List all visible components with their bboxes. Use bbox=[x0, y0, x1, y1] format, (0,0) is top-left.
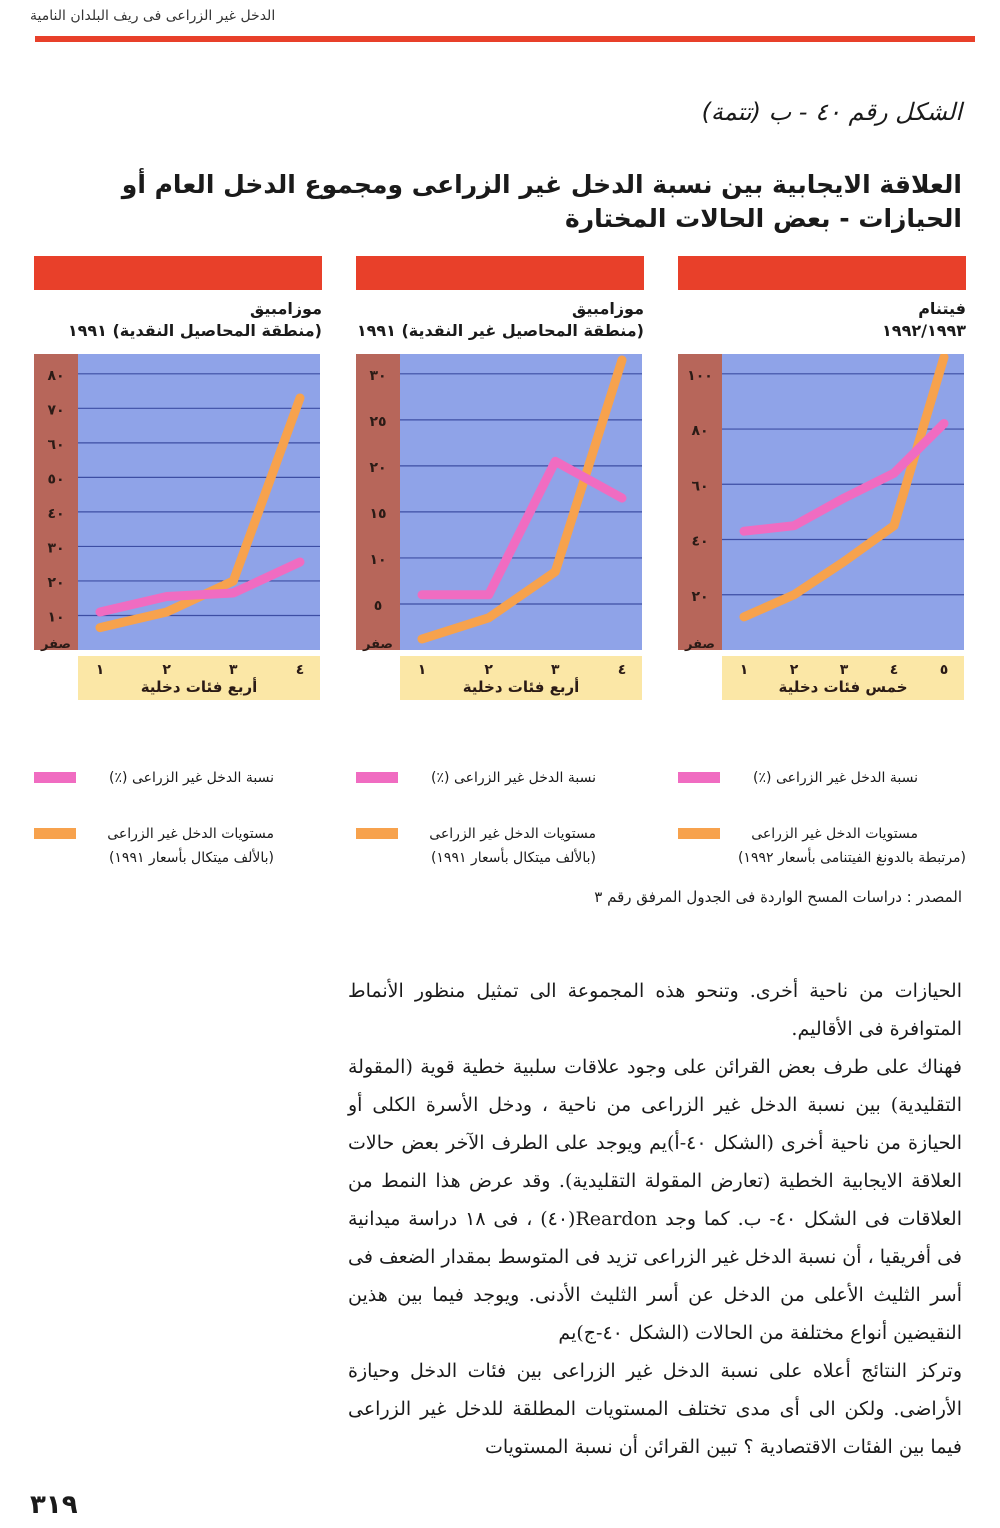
legend-share-label: نسبة الدخل غير الزراعى (٪) bbox=[753, 770, 918, 786]
y-tick-label: ٢٠ bbox=[47, 574, 65, 591]
panel-title: فيتنام bbox=[918, 299, 966, 318]
paragraph: فهناك على طرف بعض القرائن على وجود علاقات سلبية خطية قوية (المقولة التقليدية) بين نسبة الدخل غير الزراعى من ناحية ، ودخل الأسرة الكلى أو الحيازة من ناحية أخرى (الشكل ٤٠-أ)يم ويوجد على الطرف الآخر بعض حالات العلاقة الايجابية الخطية (تعارض المقولة التقليدية). وقد عرض هذا النمط من العلاقات فى الشكل ٤٠- ب. كما وجد Reardon(٤٠) ، فى ١٨ دراسة ميدانية فى أفريقيا ، أن نسبة الدخل غير الزراعى تزيد فى المتوسط بمقدار الضعف فى أسر الثليث الأعلى من الدخل عن أسر الثليث الأدنى. ويوجد فيما بين هذين النقيضين أنواع مختلفة من الحالات (الشكل ٤٠-ج)يم bbox=[348, 1056, 963, 1344]
y-tick-label: ٨٠ bbox=[691, 423, 709, 440]
legend-share bbox=[356, 766, 644, 826]
legend-level-unit: (بالألف ميتكال بأسعار ١٩٩١) bbox=[430, 850, 596, 866]
y-tick-label: ١٠ bbox=[369, 551, 387, 568]
y-tick-label: ١٠٠ bbox=[687, 367, 713, 384]
panel-title: موزامبيق bbox=[571, 299, 644, 318]
y-tick-label: ٧٠ bbox=[47, 402, 65, 419]
chart-vietnam bbox=[678, 354, 966, 700]
x-tick-label: ٣ bbox=[229, 662, 238, 678]
panel-header-bar bbox=[356, 256, 644, 290]
y-tick-label: ٤٠ bbox=[691, 533, 709, 550]
y-tick-label: ١٥ bbox=[369, 505, 387, 522]
x-tick-label: ١ bbox=[95, 662, 105, 678]
panel-title: موزامبيق bbox=[249, 299, 322, 318]
y-tick-label: ٢٠ bbox=[691, 588, 709, 605]
y-zero-label: صفر bbox=[40, 637, 72, 652]
y-tick-label: ١٠ bbox=[47, 609, 65, 626]
legend-level bbox=[34, 822, 322, 882]
paragraph: الحيازات من ناحية أخرى. وتنحو هذه المجموعة الى تمثيل منظور الأنماط المتوافرة فى الأقاليم. bbox=[348, 980, 962, 1040]
y-tick-label: ٥ bbox=[373, 597, 383, 614]
figure-source: المصدر : دراسات المسح الواردة فى الجدول المرفق رقم ٣ bbox=[594, 888, 962, 906]
legend-swatch-pink bbox=[356, 772, 398, 783]
panel-header-bar bbox=[34, 256, 322, 290]
legend-share-label: نسبة الدخل غير الزراعى (٪) bbox=[109, 770, 274, 786]
y-zero-label: صفر bbox=[684, 637, 716, 652]
y-axis-strip bbox=[678, 354, 722, 650]
y-tick-label: ٢٥ bbox=[369, 413, 387, 430]
legend-swatch-orange bbox=[34, 828, 76, 839]
y-axis-strip bbox=[34, 354, 78, 650]
panel-heading bbox=[34, 298, 322, 342]
legend-swatch-orange bbox=[678, 828, 720, 839]
legend-level-label: مستويات الدخل غير الزراعى bbox=[751, 826, 918, 842]
legend-share-label: نسبة الدخل غير الزراعى (٪) bbox=[431, 770, 596, 786]
body-text bbox=[348, 972, 962, 1466]
x-tick-label: ٢ bbox=[484, 662, 493, 678]
legend-swatch-pink bbox=[678, 772, 720, 783]
chart-mozambique-noncash bbox=[356, 354, 644, 700]
x-tick-label: ١ bbox=[417, 662, 427, 678]
legend-level-label: مستويات الدخل غير الزراعى bbox=[429, 826, 596, 842]
y-tick-label: ٤٠ bbox=[47, 505, 65, 522]
legend-level-unit: (بالألف ميتكال بأسعار ١٩٩١) bbox=[108, 850, 274, 866]
panel-vietnam bbox=[678, 256, 966, 916]
x-tick-label: ٢ bbox=[789, 662, 799, 678]
page-number: ٣١٩ bbox=[30, 1490, 78, 1520]
panel-header-bar bbox=[678, 256, 966, 290]
paragraph: وتركز النتائج أعلاه على نسبة الدخل غير الزراعى بين فئات الدخل وحيازة الأراضى. ولكن الى أى مدى تختلف المستويات المطلقة للدخل غير الزراعى فيما بين الفئات الاقتصادية ؟ تبين القرائن أن نسبة المستويات bbox=[348, 1360, 962, 1458]
legend-swatch-pink bbox=[34, 772, 76, 783]
x-tick-label: ٤ bbox=[617, 662, 627, 678]
x-tick-label: ٢ bbox=[162, 662, 171, 678]
legend-level-unit: (مرتبطة بالدونغ الفيتنامى بأسعار ١٩٩٢) bbox=[737, 850, 966, 866]
panel-mozambique-cash bbox=[34, 256, 322, 916]
x-axis-label: أربع فئات دخلية bbox=[140, 678, 258, 696]
header-rule bbox=[35, 36, 975, 42]
y-tick-label: ٦٠ bbox=[691, 478, 709, 495]
y-tick-label: ٢٠ bbox=[369, 459, 387, 476]
legend-share bbox=[34, 766, 322, 826]
legend-share bbox=[678, 766, 966, 826]
legend-level bbox=[356, 822, 644, 882]
figure-label: الشكل رقم ٤٠ - ب (تتمة) bbox=[701, 98, 962, 126]
panel-heading bbox=[356, 298, 644, 342]
x-tick-label: ٤ bbox=[295, 662, 305, 678]
figure-title: العلاقة الايجابية بين نسبة الدخل غير الزراعى ومجموع الدخل العام أو الحيازات - بعض الحالات المختارة bbox=[121, 170, 962, 233]
x-tick-label: ٥ bbox=[939, 662, 949, 678]
x-axis-label: أربع فئات دخلية bbox=[462, 678, 580, 696]
y-tick-label: ٣٠ bbox=[369, 367, 387, 384]
y-tick-label: ٣٠ bbox=[47, 540, 65, 557]
panel-subtitle: ١٩٩٢/١٩٩٣ bbox=[882, 321, 966, 340]
x-tick-label: ٤ bbox=[889, 662, 899, 678]
panel-mozambique-noncash bbox=[356, 256, 644, 916]
running-header: الدخل غير الزراعى فى ريف البلدان النامية bbox=[30, 8, 276, 24]
y-tick-label: ٨٠ bbox=[47, 367, 65, 384]
panel-subtitle: (منطقة المحاصيل غير النقدية) ١٩٩١ bbox=[356, 321, 644, 340]
legend-swatch-orange bbox=[356, 828, 398, 839]
x-axis-label: خمس فئات دخلية bbox=[778, 678, 908, 696]
panel-heading bbox=[678, 298, 966, 342]
legend-level bbox=[678, 822, 966, 882]
x-tick-label: ٣ bbox=[839, 662, 849, 678]
y-zero-label: صفر bbox=[362, 637, 394, 652]
legend-level-label: مستويات الدخل غير الزراعى bbox=[107, 826, 274, 842]
panel-subtitle: (منطقة المحاصيل النقدية) ١٩٩١ bbox=[67, 321, 322, 340]
chart-mozambique-cash bbox=[34, 354, 322, 700]
x-tick-label: ١ bbox=[739, 662, 749, 678]
y-tick-label: ٦٠ bbox=[47, 436, 65, 453]
x-tick-label: ٣ bbox=[551, 662, 560, 678]
y-tick-label: ٥٠ bbox=[47, 471, 65, 488]
